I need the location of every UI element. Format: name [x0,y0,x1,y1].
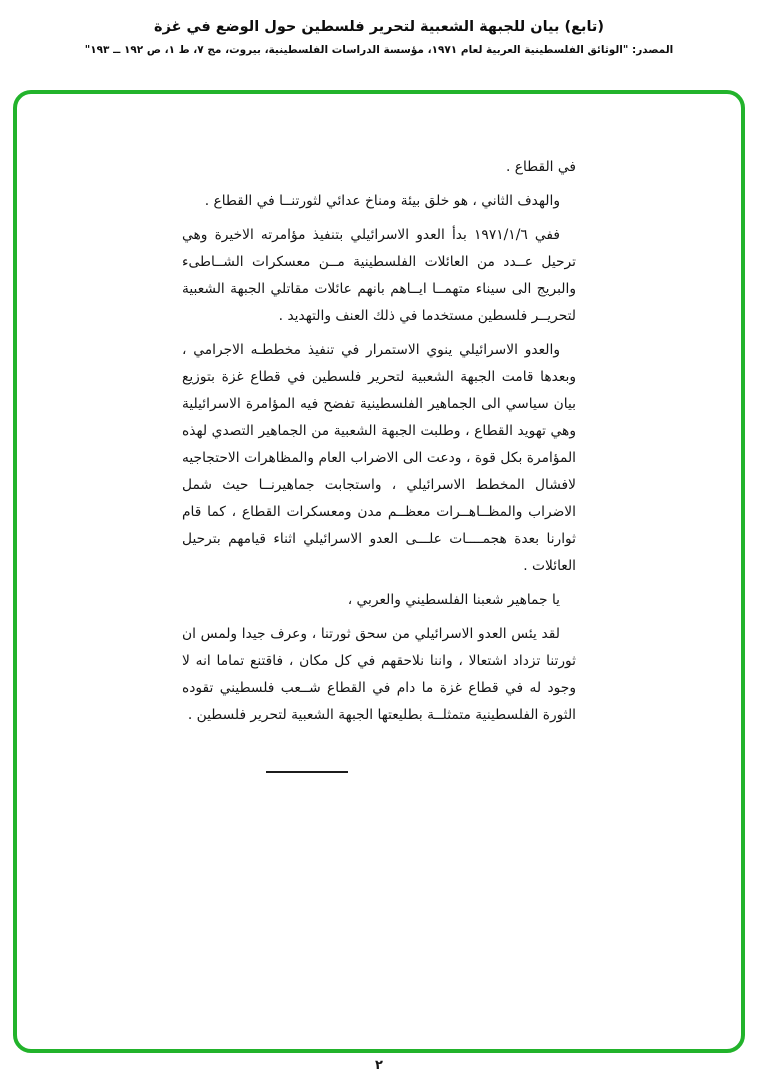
paragraph: لقد يئس العدو الاسرائيلي من سحق ثورتنا ، وعرف جيدا ولمس ان ثورتنا تزداد اشتعالا ، واننا نلاحقهم في كل مكان ، فاقتنع تماما انه لا وجود له في قطاع غزة ما دام في القطاع شــعب فلسطيني تقوده الثورة الفلسطينية متمثلــة بطليعتها الجبهة الشعبية لتحرير فلسطين . [182,626,576,723]
paragraph-continuation: في القطاع . [505,159,576,175]
document-body [182,154,576,729]
paragraph: يا جماهير شعبنا الفلسطيني والعربي ، [347,592,560,608]
section-divider [266,771,348,773]
paragraph: والهدف الثاني ، هو خلق بيئة ومناخ عدائي لثورتنــا في القطاع . [204,193,560,209]
page-header [0,0,758,56]
header-source: المصدر: "الوثائق الفلسطينية العربية لعام ١٩٧١، مؤسسة الدراسات الفلسطينية، بيروت، مج ٧، ط ١، ص ١٩٢ ــ ١٩٣" [84,44,674,56]
paragraph: والعدو الاسرائيلي ينوي الاستمرار في تنفيذ مخططـه الاجرامي ، وبعدها قامت الجبهة الشعبية لتحرير فلسطين في قطاع غزة بتوزيع بيان سياسي الى الجماهير الفلسطينية تفضح فيه المؤامرة الاسرائيلية وهي تهويد القطاع ، وطلبت الجبهة الشعبية من الجماهير التصدي لهذه المؤامرة بكل قوة ، ودعت الى الاضراب العام والمظاهرات الاحتجاجيه لافشال المخطط الاسرائيلي ، واستجابت جماهيرنــا حيث شمل الاضراب والمظــاهــرات معظــم مدن ومعسكرات القطاع ، كما قام ثوارنا بعدة هجمــــات علـــى العدو الاسرائيلي اثناء قيامهم بترحيل العائلات . [182,342,576,574]
paragraph: ففي ١٩٧١/١/٦ بدأ العدو الاسرائيلي بتنفيذ مؤامرته الاخيرة وهي ترحيل عــدد من العائلات الفلسطينية مــن معسكرات الشــاطىء والبريج الى سيناء متهمــا ايــاهم بانهم عائلات مقاتلي الجبهة الشعبية لتحريــر فلسطين مستخدما في ذلك العنف والتهديد . [182,227,576,324]
document-frame [13,90,745,1053]
header-title: (تابع) بيان للجبهة الشعبية لتحرير فلسطين حول الوضع في غزة [154,19,604,35]
page-number: ٢ [375,1058,383,1073]
